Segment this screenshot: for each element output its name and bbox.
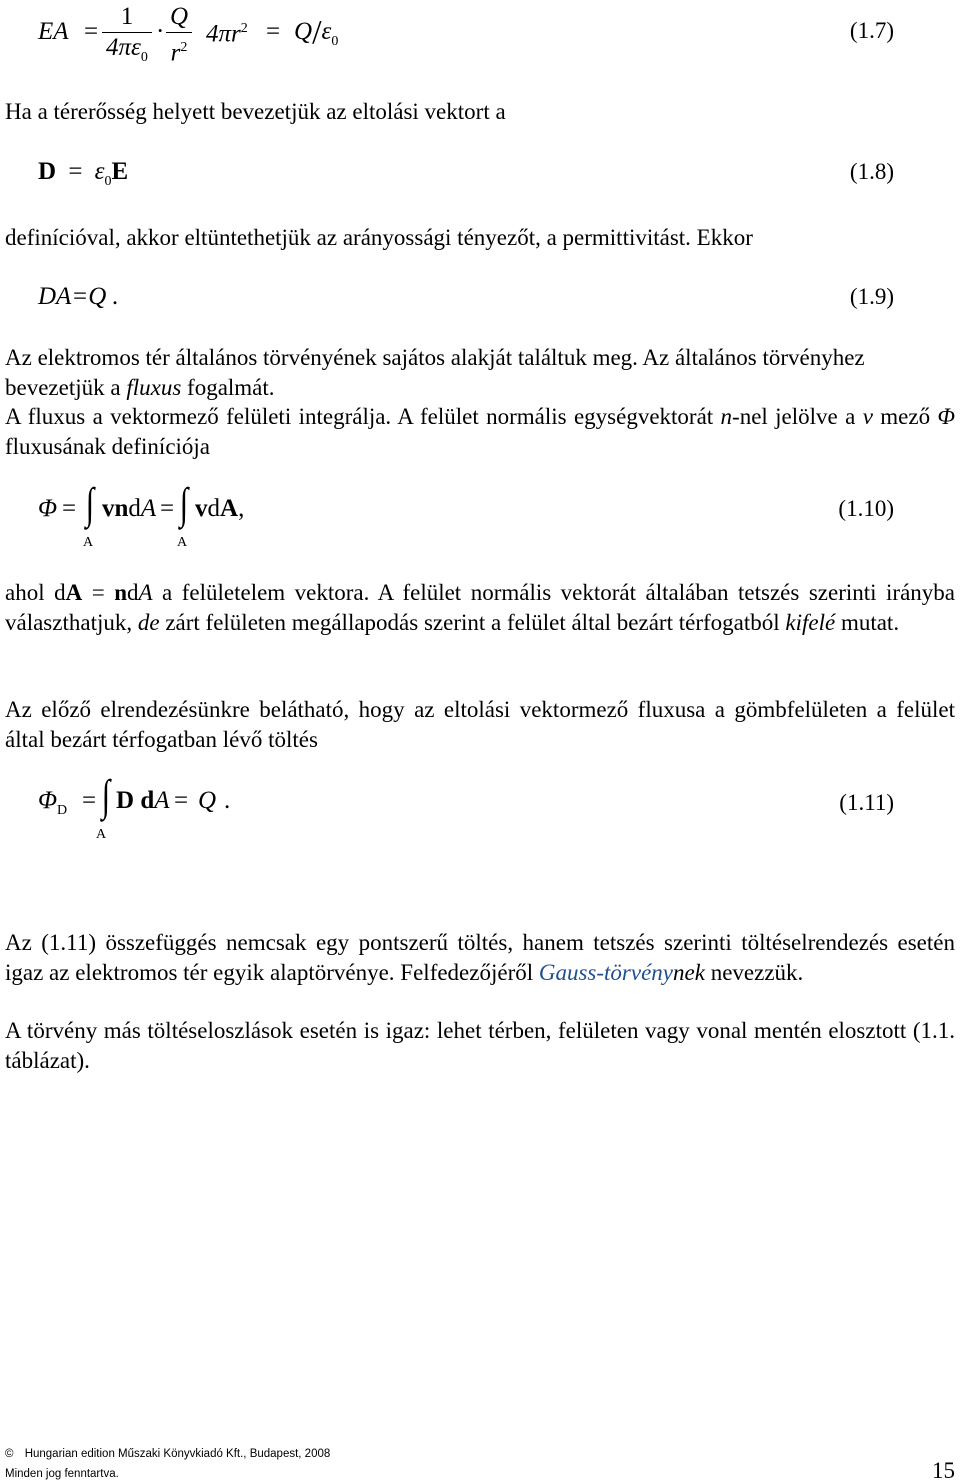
fraction-numerator: 1 (120, 3, 134, 30)
page-number: 15 (932, 1458, 955, 1483)
equation-number: (1.9) (849, 284, 894, 309)
paragraph: ahol dA = ndA a felületelem vektora. A felület normális vektorát általában tetszés szerinti irányba választhatjuk, de zárt felületen megállapodás szerint a felület által bezárt térfogatból kifelé mutat. (5, 580, 955, 635)
paragraph: Az (1.11) összefüggés nemcsak egy pontszerű töltés, hanem tetszés szerinti töltéselrendezés esetén igaz az elektromos tér egyik alaptörvénye. Felfedezőjéről Gauss-törvénynek nevezzük. (5, 930, 955, 985)
equation-1-9: DA=Q . (38, 283, 119, 310)
fraction-numerator: Q (170, 3, 189, 30)
gauss-law-link[interactable]: Gauss-törvény (538, 959, 674, 985)
paragraph: definícióval, akkor eltüntethetjük az arányossági tényezőt, a permittivitást. Ekkor (5, 225, 753, 250)
footer-copyright: © Hungarian edition Műszaki Könyvkiadó Kft., Budapest, 2008 (5, 1448, 331, 1460)
eq-rhs: $Q/\varepsilon_0$ (294, 14, 339, 51)
integral-sign-icon: ∫ (85, 479, 95, 528)
footer-rights: Minden jog fenntartva. (5, 1468, 119, 1480)
eq-term: $4\pi r^2$ (206, 20, 248, 48)
equation-number: (1.11) (839, 790, 894, 815)
fraction-denominator: $r^2$ (166, 32, 192, 68)
integral-sign-icon: ∫ (101, 771, 111, 820)
copyright-icon: © (5, 1448, 14, 1460)
equation-number: (1.10) (838, 496, 894, 521)
paragraph: Az előző elrendezésünkre belátható, hogy az eltolási vektormező fluxusa a gömbfelületen a felület által bezárt térfogatban lévő töltés (5, 697, 955, 752)
equation-1-7 (38, 2, 738, 67)
equation-1-11: $\Phi_D$ = ∫ A D dA = Q . (38, 771, 231, 842)
eq-lhs: EA (38, 18, 69, 45)
paragraph: Ha a térerősség helyett bevezetjük az eltolási vektort a (5, 99, 506, 124)
eq-equals: = (84, 18, 99, 45)
equation-number: (1.8) (849, 159, 894, 184)
equation-1-8: $D = \varepsilon_0E$ (38, 158, 129, 189)
eq-dot: · (156, 18, 165, 45)
integral-sign-icon: ∫ (179, 479, 189, 528)
equation-number: (1.7) (849, 18, 894, 43)
paragraph: Az elektromos tér általános törvényének sajátos alakját találtuk meg. Az általános törvényhez bevezetjük a fluxus fogalmát. (5, 345, 865, 400)
fraction-2 (166, 2, 192, 68)
paragraph: A törvény más töltéseloszlások esetén is igaz: lehet térben, felületen vagy vonal mentén elosztott (1.1. táblázat). (5, 1018, 955, 1073)
fraction-1 (102, 2, 152, 73)
fraction-denominator: $4\pi\varepsilon_0$ (102, 32, 152, 73)
equation-1-10: Φ = ∫ A vndA = ∫ A vdA, (38, 479, 245, 550)
paragraph: A fluxus a vektormező felületi integrálja. A felület normális egységvektorát n-nel jelölve a v mező Φ fluxusának definíciója (5, 404, 955, 459)
eq-equals-2: = (266, 18, 281, 45)
